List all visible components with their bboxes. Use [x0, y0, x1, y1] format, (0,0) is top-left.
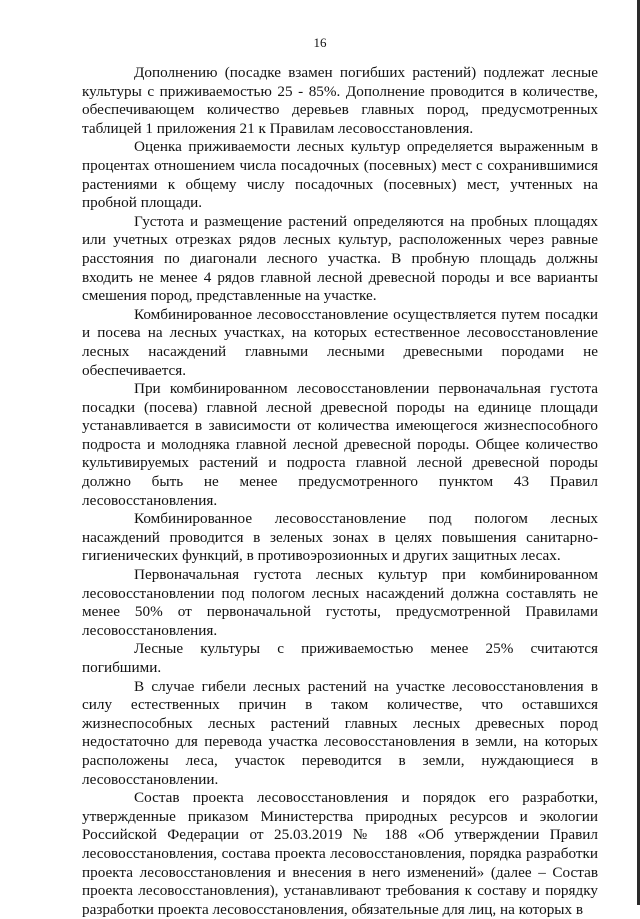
paragraph-replanting: Дополнению (посадке взамен погибших растений) подлежат лесные культуры с приживаемостью 25 - 85%. Дополнение проводится в количестве, обеспечивающем количество деревьев главных пород, предусмотренных таблицей 1 приложения 21 к Правилам лесовосстановления. [82, 64, 598, 137]
paragraph-natural-loss: В случае гибели лесных растений на участке лесовосстановления в силу естественных причин в таком количестве, что оставшихся жизнеспособных лесных растений главных лесных древесных пород недостаточно для перевода участка лесовосстановления в земли, на которых расположены леса, участок переводится в земли, нуждающиеся в лесовосстановлении. [82, 677, 598, 788]
paragraph-survival-assessment: Оценка приживаемости лесных культур определяется выраженным в процентах отношением числа посадочных (посевных) мест с сохранившимися растениями к общему числу посадочных (посевных) мест, учтенных на пробной площади. [82, 138, 598, 212]
document-body [82, 64, 598, 919]
paragraph-under-canopy: Комбинированное лесовосстановление под пологом лесных насаждений проводится в зеленых зонах в целях повышения санитарно-гигиенических функций, в противоэрозионных и других защитных лесах. [82, 510, 598, 565]
paragraph-combined-restoration: Комбинированное лесовосстановление осуществляется путем посадки и посева на лесных участках, на которых естественное лесовосстановление лесных насаждений главными лесными древесными породами не обеспечивается. [82, 305, 598, 379]
page-number: 16 [313, 35, 327, 50]
paragraph-project-composition: Состав проекта лесовосстановления и порядок его разработки, утвержденные приказом Министерства природных ресурсов и экологии Российской Федерации от 25.03.2019 № 188 «Об утверждении Правил лесовосстановления, состава проекта лесовосстановления, порядка разработки проекта лесовосстановления и внесения в него изменений» (далее – Состав проекта лесовосстановления), устанавливают требования к составу и порядку разработки проекта лесовосстановления, обязательные для лиц, на которых в [82, 789, 598, 918]
paragraph-dead-cultures: Лесные культуры с приживаемостью менее 25% считаются погибшими. [82, 640, 598, 676]
paragraph-initial-density: При комбинированном лесовосстановлении первоначальная густота посадки (посева) главной лесной древесной породы на единице площади устанавливается в зависимости от количества имеющегося жизнеспособного подроста и молодняка главной лесной древесной породы. Общее количество культивируемых растений и подроста главной лесной древесной породы должно быть не менее предусмотренного пунктом 43 Правил лесовосстановления. [82, 380, 598, 509]
paragraph-under-canopy-density: Первоначальная густота лесных культур при комбинированном лесовосстановлении под пологом лесных насаждений должна составлять не менее 50% от первоначальной густоты, предусмотренной Правилами лесовосстановления. [82, 566, 598, 639]
paragraph-density-placement: Густота и размещение растений определяются на пробных площадях или учетных отрезках рядов лесных культур, расположенных через равные расстояния по диагонали лесного участка. В пробную площадь должны входить не менее 4 рядов главной лесной древесной породы и все варианты смешения пород, представленные на участке. [82, 212, 598, 305]
